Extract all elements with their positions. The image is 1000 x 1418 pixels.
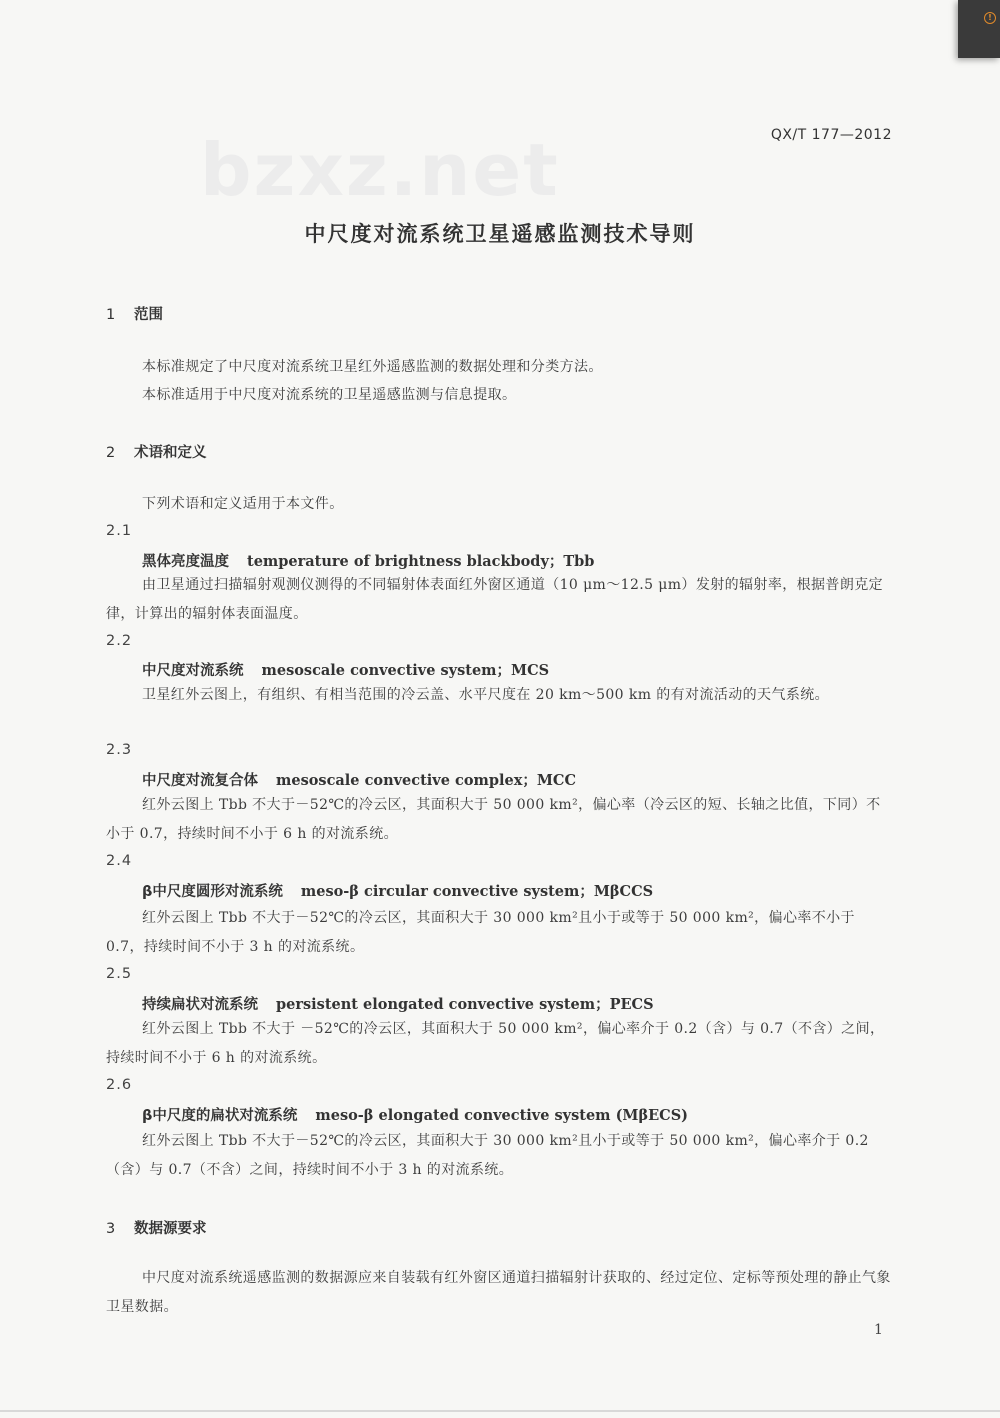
term-definition: 由卫星通过扫描辐射观测仪测得的不同辐射体表面红外窗区通道（10 μm～12.5 μm）发射的辐射率，根据普朗克定律，计算出的辐射体表面温度。: [106, 577, 884, 622]
term-definition: 红外云图上 Tbb 不大于－52℃的冷云区，其面积大于 30 000 km²且小于或等于 50 000 km²，偏心率介于 0.2（含）与 0.7（不含）之间，持续时间不小于 3 h 的对流系统。: [106, 1133, 869, 1178]
paragraph: 本标准规定了中尺度对流系统卫星红外遥感监测的数据处理和分类方法。: [142, 359, 603, 375]
term-heading: 持续扁状对流系统 persistent elongated convective system；PECS: [142, 996, 654, 1013]
page-divider: [0, 1410, 1000, 1412]
notification-widget[interactable]: [958, 0, 1000, 58]
term-heading: β中尺度的扁状对流系统 meso-β elongated convective system (MβECS): [142, 1107, 689, 1124]
alert-icon: !: [984, 12, 996, 24]
term-definition: 红外云图上 Tbb 不大于－52℃的冷云区，其面积大于 50 000 km²，偏心率（冷云区的短、长轴之比值，下同）不小于 0.7，持续时间不小于 6 h 的对流系统。: [106, 797, 881, 842]
standard-code: QX/T 177—2012: [770, 127, 892, 143]
section-heading-3: 3 数据源要求: [106, 1221, 207, 1237]
term-definition: 红外云图上 Tbb 不大于－52℃的冷云区，其面积大于 30 000 km²且小于或等于 50 000 km²，偏心率不小于 0.7，持续时间不小于 3 h 的对流系统。: [106, 910, 855, 955]
term-heading: β中尺度圆形对流系统 meso-β circular convective system；MβCCS: [142, 883, 654, 900]
clause-number: 2.3: [106, 742, 133, 758]
page-number: 1: [874, 1322, 883, 1338]
term-heading: 中尺度对流复合体 mesoscale convective complex；MCC: [142, 772, 576, 789]
paragraph: 中尺度对流系统遥感监测的数据源应来自装载有红外窗区通道扫描辐射计获取的、经过定位、定标等预处理的静止气象卫星数据。: [106, 1270, 891, 1315]
watermark: bzxz.net: [200, 128, 560, 212]
clause-number: 2.6: [106, 1077, 133, 1093]
document-title: 中尺度对流系统卫星遥感监测技术导则: [304, 222, 696, 246]
term-definition: 红外云图上 Tbb 不大于 －52℃的冷云区，其面积大于 50 000 km²，偏心率介于 0.2（含）与 0.7（不含）之间，持续时间不小于 6 h 的对流系统。: [106, 1021, 885, 1066]
term-heading: 黑体亮度温度 temperature of brightness blackbody；Tbb: [142, 553, 595, 570]
clause-number: 2.1: [106, 523, 133, 539]
clause-number: 2.4: [106, 853, 133, 869]
clause-number: 2.2: [106, 633, 133, 649]
clause-number: 2.5: [106, 966, 133, 982]
term-definition: 卫星红外云图上，有组织、有相当范围的冷云盖、水平尺度在 20 km～500 km 的有对流活动的天气系统。: [142, 687, 830, 703]
section-heading-2: 2 术语和定义: [106, 445, 207, 461]
term-heading: 中尺度对流系统 mesoscale convective system；MCS: [142, 662, 550, 679]
paragraph: 本标准适用于中尺度对流系统的卫星遥感监测与信息提取。: [142, 387, 517, 403]
section-heading-1: 1 范围: [106, 307, 163, 323]
paragraph: 下列术语和定义适用于本文件。: [142, 496, 344, 512]
